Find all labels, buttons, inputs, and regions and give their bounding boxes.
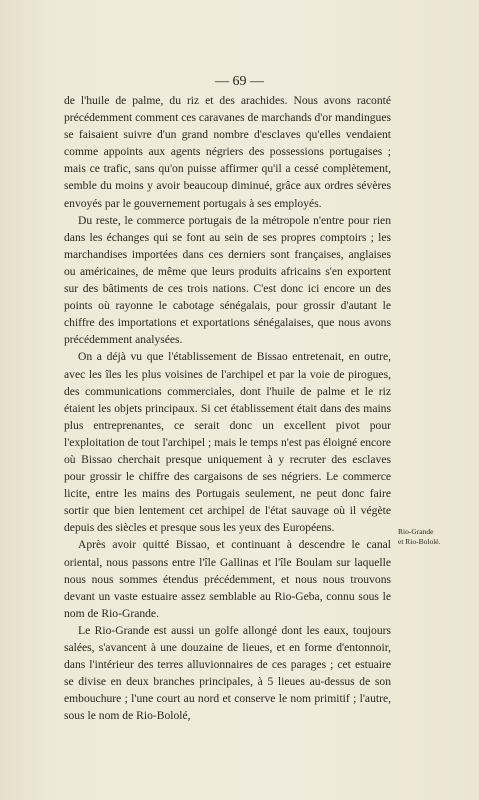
body-text <box>64 92 391 724</box>
paragraph-1: de l'huile de palme, du riz et des arachides. Nous avons raconté précédemment comment ces caravanes de marchands d'or mandingues se faisaient suivre d'un grand nombre d'esclaves qu'elles vendaient comme appoints aux agents négriers des possessions portugaises ; mais ce trafic, sans qu'on puisse affirmer qu'il a cessé complètement, semble du moins y avoir beaucoup diminué, grâce aux ordres sévères envoyés par le gouvernement portugais à ses employés. <box>64 94 391 210</box>
margin-note-line-1: Rio-Grande <box>398 527 434 536</box>
paragraph-3: On a déjà vu que l'établissement de Bissao entretenait, en outre, avec les îles les plus voisines de l'archipel et par la voie de pirogues, des communications commerciales, dont l'huile de palme et le riz étaient les objets principaux. Si cet établissement était dans des mains plus entreprenantes, ce serait donc un excellent pivot pour l'exploitation de tout l'archipel ; mais le temps n'est pas éloigné encore où Bissao cherchait presque uniquement à y recruter des esclaves pour grossir le chiffre des cargaisons de ses négriers. Le commerce licite, entre les mains des Portugais seulement, ne peut donc faire sortir que bien lentement cet archipel de l'état sauvage où il végète depuis des siècles et presque sous les yeux des Européens. <box>64 350 391 535</box>
paragraph-4: Après avoir quitté Bissao, et continuant à descendre le canal oriental, nous passons entre l'île Gallinas et l'île Boulam sur laquelle nous nous sommes étendus précédemment, et nous nous trouvons devant un vaste estuaire assez semblable au Rio-Geba, connu sous le nom de Rio-Grande. <box>64 538 391 620</box>
margin-note <box>398 527 458 547</box>
margin-note-line-2: et Rio-Bololé. <box>398 537 441 546</box>
paragraph-2: Du reste, le commerce portugais de la métropole n'entre pour rien dans les échanges qui se font au sein de ses propres comptoirs ; les marchandises importées dans ces derniers sont françaises, anglaises ou américaines, de même que leurs produits africains s'en exportent sur des bâtiments de ces trois nations. C'est donc ici encore un des points où rayonne le cabotage sénégalais, pour grossir d'autant le chiffre des importations et exportations sénégalaises, que nous avons précédemment analysées. <box>64 213 391 347</box>
page-number: — 69 — <box>215 74 264 89</box>
paragraph-5: Le Rio-Grande est aussi un golfe allongé dont les eaux, toujours salées, s'avancent à une douzaine de lieues, et en forme d'entonnoir, dans l'intérieur des terres alluvionnaires de ces parages ; cet estuaire se divise en deux branches principales, à 5 lieues au-dessus de son embouchure ; l'une court au nord et conserve le nom primitif ; l'autre, sous le nom de Rio-Bololé, <box>64 623 391 723</box>
